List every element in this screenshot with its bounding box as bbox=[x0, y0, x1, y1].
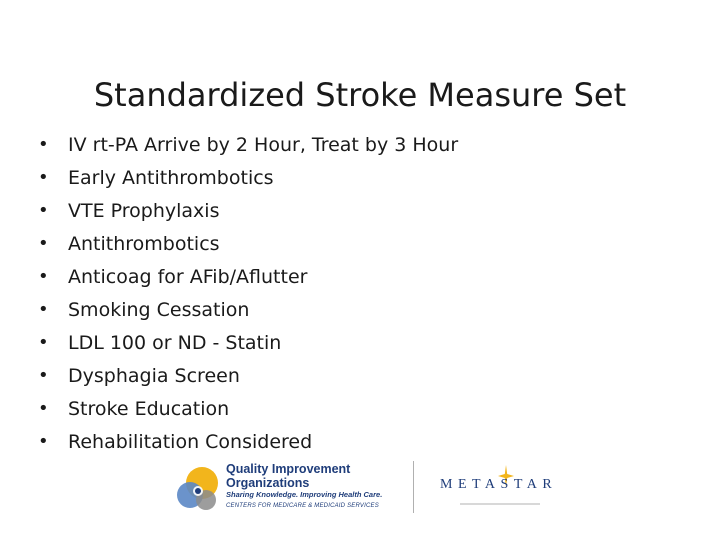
list-item-text: LDL 100 or ND - Statin bbox=[68, 331, 282, 354]
list-item-text: VTE Prophylaxis bbox=[68, 199, 220, 222]
bullet-dot: • bbox=[38, 200, 49, 221]
qio-tagline: Sharing Knowledge. Improving Health Care. bbox=[226, 490, 383, 499]
bullet-dot: • bbox=[38, 398, 49, 419]
list-item-text: Anticoag for AFib/Aflutter bbox=[68, 265, 308, 288]
qio-logo-icon bbox=[172, 463, 222, 513]
list-item-text: Rehabilitation Considered bbox=[68, 430, 313, 453]
list-item-text: Antithrombotics bbox=[68, 232, 220, 255]
list-item bbox=[38, 260, 458, 293]
list-item bbox=[38, 359, 458, 392]
list-item-text: Stroke Education bbox=[68, 397, 230, 420]
list-item bbox=[38, 326, 458, 359]
qio-logo bbox=[172, 459, 402, 519]
bullet-dot: • bbox=[38, 266, 49, 287]
footer-logos bbox=[0, 455, 720, 525]
measure-list bbox=[38, 128, 458, 458]
bullet-dot: • bbox=[38, 332, 49, 353]
list-item bbox=[38, 392, 458, 425]
list-item bbox=[38, 293, 458, 326]
logo-divider bbox=[413, 461, 414, 513]
qio-name-line2: Organizations bbox=[226, 476, 310, 490]
bullet-dot: • bbox=[38, 233, 49, 254]
metastar-wordmark: METASTAR bbox=[440, 477, 558, 492]
metastar-logo bbox=[440, 465, 580, 515]
list-item-text: Early Antithrombotics bbox=[68, 166, 274, 189]
metastar-subtext-line bbox=[460, 503, 540, 505]
bullet-dot: • bbox=[38, 167, 49, 188]
qio-name bbox=[226, 462, 426, 490]
list-item bbox=[38, 227, 458, 260]
bullet-dot: • bbox=[38, 365, 49, 386]
list-item bbox=[38, 194, 458, 227]
list-item bbox=[38, 425, 458, 458]
list-item bbox=[38, 161, 458, 194]
list-item-text: Smoking Cessation bbox=[68, 298, 250, 321]
bullet-dot: • bbox=[38, 299, 49, 320]
bullet-dot: • bbox=[38, 134, 49, 155]
slide-title: Standardized Stroke Measure Set bbox=[93, 76, 627, 115]
list-item-text: Dysphagia Screen bbox=[68, 364, 240, 387]
list-item-text: IV rt-PA Arrive by 2 Hour, Treat by 3 Hour bbox=[68, 133, 459, 156]
qio-cms-text: CENTERS FOR MEDICARE & MEDICAID SERVICES bbox=[226, 503, 379, 509]
qio-name-line1: Quality Improvement bbox=[226, 462, 351, 476]
bullet-dot: • bbox=[38, 431, 49, 452]
list-item bbox=[38, 128, 458, 161]
